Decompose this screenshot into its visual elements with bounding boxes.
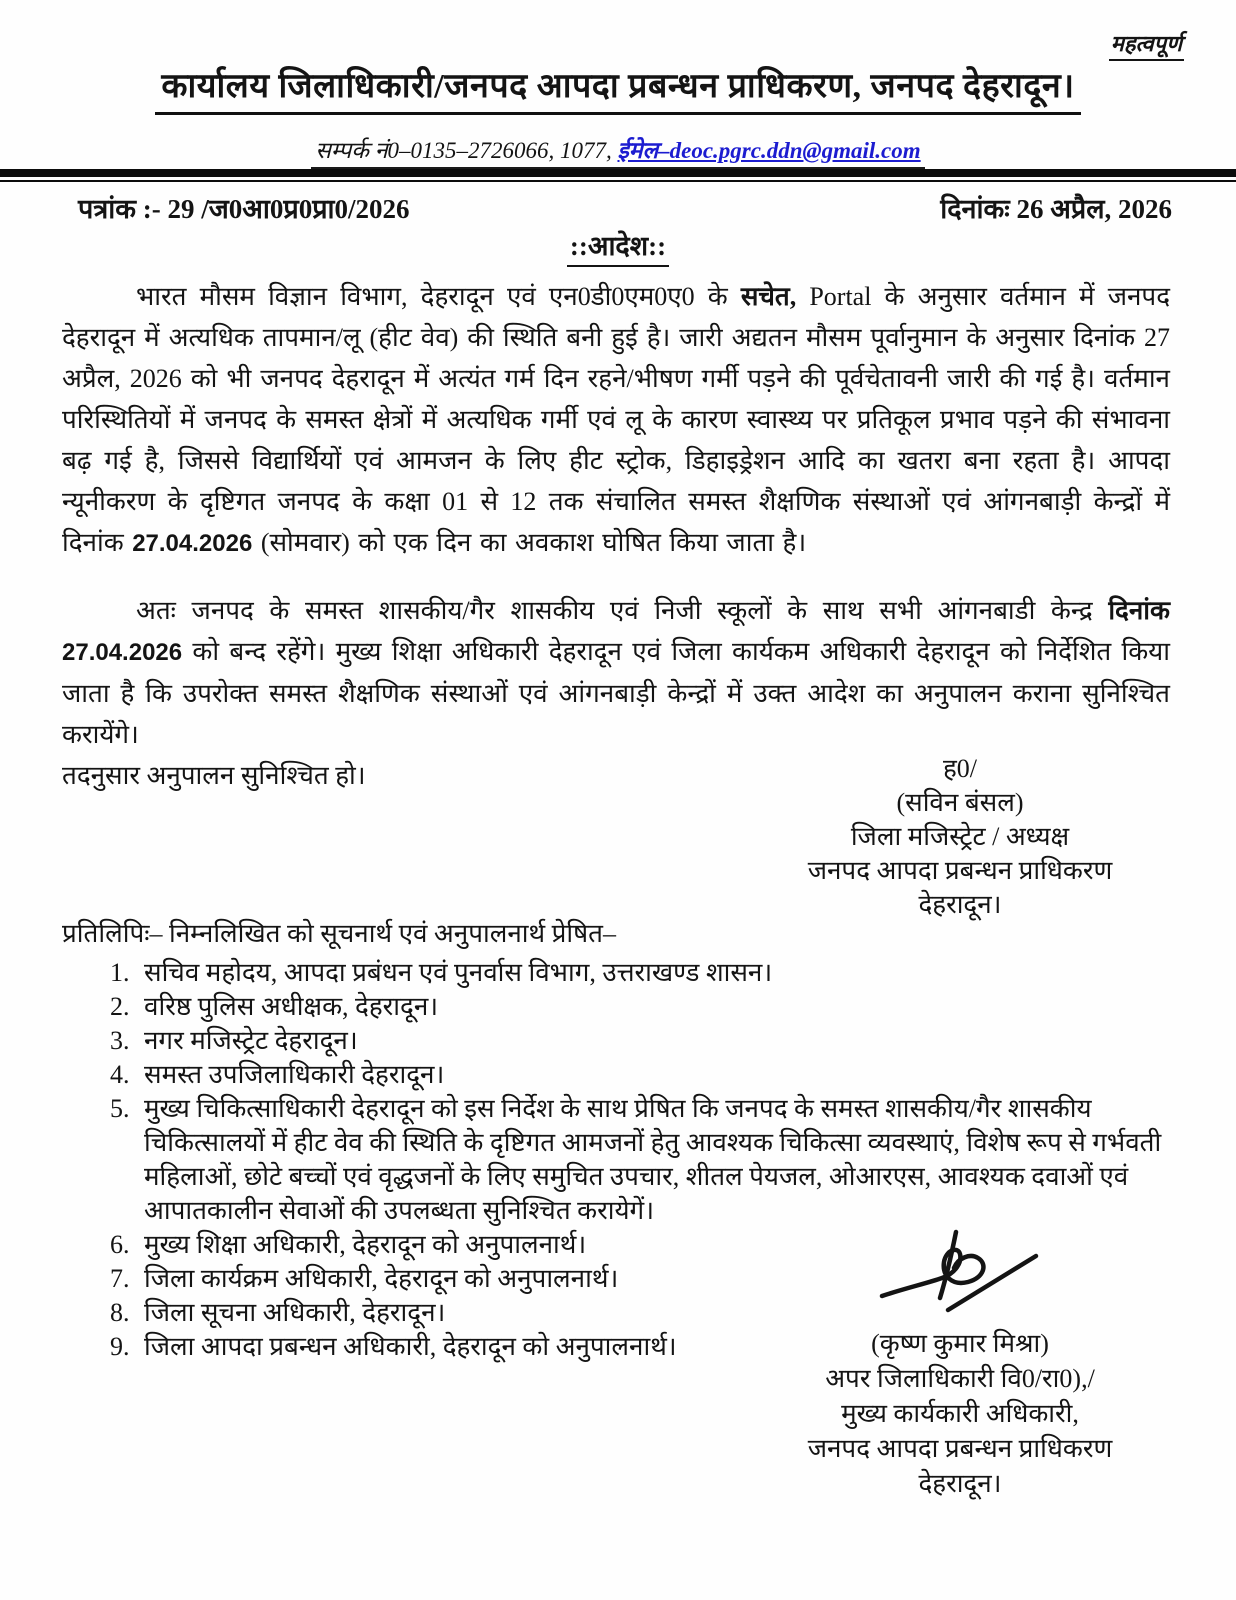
contact-email-link[interactable]: ईमेल–deoc.pgrc.ddn@gmail.com (617, 138, 921, 163)
reference-row (78, 189, 1172, 226)
signatory-designation: जिला मजिस्ट्रेट / अध्यक्ष (850, 822, 1070, 851)
header-divider-thick (0, 169, 1236, 177)
handwritten-signature-icon (876, 1226, 1046, 1321)
letter-number: पत्रांक :- 29 /ज0आ0प्र0प्रा0/2026 (78, 194, 410, 224)
copy-item-4: 4. समस्त उपजिलाधिकारी देहरादून। (136, 1058, 1174, 1092)
signatory-name: (कृष्ण कुमार मिश्रा) (871, 1329, 1049, 1358)
signatory-place: देहरादून। (918, 890, 1002, 919)
copy-item-5: 5. मुख्य चिकित्साधिकारी देहरादून को इस निर्देश के साथ प्रेषित कि जनपद के समस्त शासकीय/गैर शासकीय चिकित्सालयों में हीट वेव की स्थिति के दृष्टिगत आमजनों हेतु आवश्यक चिकित्सा व्यवस्थाएं, विशेष रूप से गर्भवती महिलाओं, छोटे बच्चों एवं वृद्धजनों के लिए समुचित उपचार, शीतल पेयजल, ओआरएस, आवश्यक दवाओं एवं आपातकालीन सेवाओं की उपलब्धता सुनिश्चित करायेगें। (136, 1092, 1174, 1228)
letter-date: दिनांकः 26 अप्रैल, 2026 (940, 194, 1172, 224)
copy-item-8: 8. जिला सूचना अधिकारी, देहरादून। (136, 1296, 1174, 1330)
header-divider-thin (0, 180, 1236, 182)
contact-line (0, 133, 1236, 169)
office-title-row (0, 66, 1236, 115)
signatory-authority: जनपद आपदा प्रबन्धन प्राधिकरण (807, 856, 1113, 885)
important-label: महत्वपूर्ण (1109, 28, 1184, 61)
signatory-authority: जनपद आपदा प्रबन्धन प्राधिकरण (807, 1434, 1113, 1463)
copy-item-7: 7. जिला कार्यक्रम अधिकारी, देहरादून को अनुपालनार्थ। (136, 1262, 1174, 1296)
copy-item-9: 9. जिला आपदा प्रबन्धन अधिकारी, देहरादून को अनुपालनार्थ। (136, 1330, 1174, 1364)
copy-item-6: 6. मुख्य शिक्षा अधिकारी, देहरादून को अनुपालनार्थ। (136, 1228, 1174, 1262)
copy-item-1: 1. सचिव महोदय, आपदा प्रबंधन एवं पुनर्वास विभाग, उत्तराखण्ड शासन। (136, 956, 1174, 990)
order-paragraph-1: भारत मौसम विज्ञान विभाग, देहरादून एवं एन0डी0एम0ए0 के सचेत, Portal के अनुसार वर्तमान में जनपद देहरादून में अत्यधिक तापमान/लू (हीट वेव) की स्थिति बनी हुई है। जारी अद्यतन मौसम पूर्वानुमान के अनुसार दिनांक 27 अप्रैल, 2026 को भी जनपद देहरादून में अत्यंत गर्म दिन रहने/भीषण गर्मी पड़ने की पूर्वचेतावनी जारी की गई है। वर्तमान परिस्थितियों में जनपद के समस्त क्षेत्रों में अत्यधिक गर्मी एवं लू के कारण स्वास्थ्य पर प्रतिकूल प्रभाव पड़ने की संभावना बढ़ गई है, जिससे विद्यार्थियों एवं आमजन के लिए हीट स्ट्रोक, डिहाइड्रेशन आदि का खतरा बना रहता है। आपदा न्यूनीकरण के दृष्टिगत जनपद के कक्षा 01 से 12 तक संचालित समस्त शैक्षणिक संस्थाओं एवं आंगनबाड़ी केन्द्रों में दिनांक 27.04.2026 (सोमवार) को एक दिन का अवकाश घोषित किया जाता है। (62, 282, 1170, 557)
signed-abbreviation: ह0/ (942, 754, 978, 783)
signatory-name: (सविन बंसल) (896, 788, 1024, 817)
copy-item-2: 2. वरिष्ठ पुलिस अधीक्षक, देहरादून। (136, 990, 1174, 1024)
closing-line: तदनुसार अनुपालन सुनिश्चित हो। (62, 761, 366, 790)
signatory-designation-2: मुख्य कार्यकारी अधिकारी, (841, 1399, 1079, 1428)
copy-item-3: 3. नगर मजिस्ट्रेट देहरादून। (136, 1024, 1174, 1058)
order-body (62, 276, 1170, 796)
order-paragraph-2: अतः जनपद के समस्त शासकीय/गैर शासकीय एवं निजी स्कूलों के साथ सभी आंगनबाडी केन्द्र दिनांक 27.04.2026 को बन्द रहेंगे। मुख्य शिक्षा अधिकारी देहरादून एवं जिला कार्यकम अधिकारी देहरादून को निर्देशित किया जाता है कि उपरोक्त समस्त शैक्षणिक संस्थाओं एवं आंगनबाड़ी केन्द्रों में उक्त आदेश का अनुपालन कराना सुनिश्चित करायेंगे। (62, 596, 1170, 749)
copy-to-heading: प्रतिलिपिः– निम्नलिखित को सूचनार्थ एवं अनुपालनार्थ प्रेषित– (62, 919, 616, 948)
signature-block-district-magistrate (745, 752, 1175, 922)
order-heading: ::आदेश:: (567, 226, 669, 267)
signatory-designation-1: अपर जिलाधिकारी वि0/रा0),/ (825, 1364, 1095, 1393)
signature-block-chief-executive-officer (735, 1326, 1185, 1501)
contact-phone-numbers: सम्पर्क नं0–0135–2726066, 1077, (315, 138, 618, 163)
signatory-place: देहरादून। (918, 1469, 1002, 1498)
office-title: कार्यालय जिलाधिकारी/जनपद आपदा प्रबन्धन प्राधिकरण, जनपद देहरादून। (155, 66, 1080, 115)
order-heading-row (0, 226, 1236, 267)
